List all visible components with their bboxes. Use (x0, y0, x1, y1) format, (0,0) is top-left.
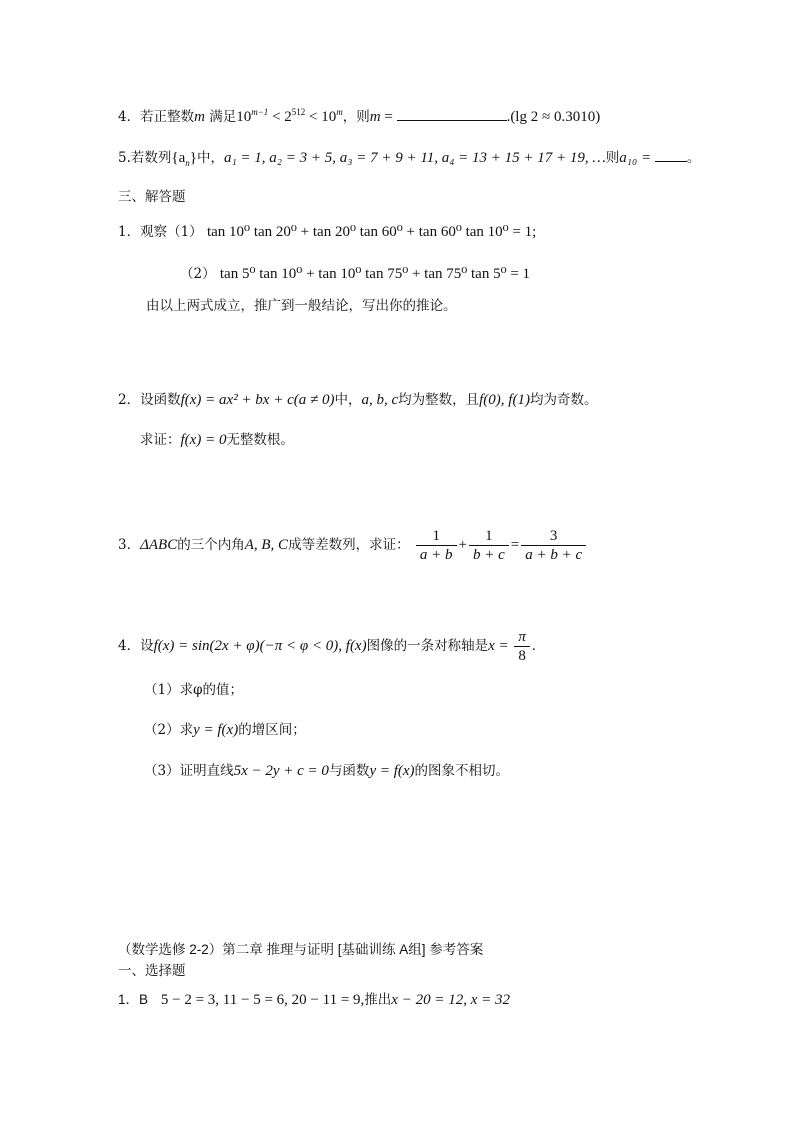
math-operator: . (531, 638, 536, 654)
math-expression: x = (488, 638, 513, 654)
math-expression: f(x) = 0 (180, 432, 227, 448)
fraction: $\frac{3}{a + b + c}$ (521, 527, 586, 564)
problem-text: 成等差数列，求证： (288, 537, 410, 553)
problem-number: 4． (118, 638, 141, 654)
math-expression: tan 10⁰ tan 20⁰ + tan 20⁰ tan 60⁰ + tan 60⁰ tan 10⁰ = 1; (206, 224, 537, 240)
problem-text: （2） (180, 266, 216, 282)
question-text: 若正整数 (140, 109, 195, 125)
question-text: 满足 (204, 109, 237, 125)
problem-text: 设函数 (140, 392, 181, 408)
math-expression: 5x − 2y + c = 0 (233, 763, 329, 779)
math-expression: ΔABC (140, 537, 178, 553)
math-operator: + (458, 537, 467, 553)
problem-text: 均为整数，且 (398, 392, 480, 408)
problem-2-proof (140, 430, 294, 450)
problem-text: 中， (334, 392, 362, 408)
math-expression: = (380, 109, 397, 125)
math-expression: a, b, c (361, 392, 399, 408)
math-expression: y = f(x) (369, 763, 415, 779)
answers-section-title: 一、选择题 (118, 963, 186, 978)
math-expression: a₁₀ = (619, 150, 655, 166)
question-text: ，则 (342, 109, 370, 125)
math-expression: A, B, C (244, 537, 289, 553)
math-expression: $10^{m-1} < 2^{512} < 10^m$ (236, 107, 343, 125)
question-text: 则 (605, 150, 620, 166)
math-expression: .(lg 2 ≈ 0.3010) (506, 109, 601, 125)
fill-question-4 (118, 106, 600, 127)
problem-4-part-3 (144, 761, 509, 781)
problem-text: 观察（1） (140, 224, 203, 240)
math-expression: f(0), f(1) (479, 392, 530, 408)
problem-1-case-2 (180, 264, 530, 284)
math-var: m (369, 109, 381, 125)
fraction: $\frac{1}{b + c}$ (469, 527, 509, 564)
fraction: $\frac{1}{a + b}$ (416, 527, 457, 564)
fraction: $\frac{\pi}{8}$ (514, 628, 530, 665)
math-expression: f(x) = sin(2x + φ)(−π < φ < 0), f(x) (153, 638, 367, 654)
problem-text: 的增区间； (238, 722, 306, 738)
problem-text: （2）求 (144, 722, 194, 738)
problem-text: 设 (140, 638, 154, 654)
problem-text: 图像的一条对称轴是 (366, 638, 489, 654)
question-number: 4． (118, 109, 141, 125)
question-text: 若数列 (130, 150, 172, 166)
problem-number: 1． (118, 224, 141, 240)
math-expression: x − 20 = 12, x = 32 (391, 992, 510, 1008)
answer-blank[interactable] (397, 106, 507, 121)
fill-question-5 (118, 147, 700, 168)
problem-text: 的图象不相切。 (414, 763, 510, 779)
math-expression: tan 5⁰ tan 10⁰ + tan 10⁰ tan 75⁰ + tan 75⁰ tan 5⁰ = 1 (219, 266, 531, 282)
problem-number: 3． (118, 537, 141, 553)
question-number: 5. (118, 150, 131, 166)
answers-header: （数学选修 2-2）第二章 推理与证明 [基础训练 A组] 参考答案 (118, 942, 484, 957)
math-operator: = (510, 537, 520, 553)
problem-number: 2． (118, 392, 141, 408)
problem-text: 均为奇数。 (529, 392, 598, 408)
math-var: m (194, 109, 205, 125)
math-expression: 5 − 2 = 3, 11 − 5 = 6, 20 − 11 = 9, (160, 992, 365, 1008)
problem-1 (118, 222, 536, 242)
problem-text: （3）证明直线 (144, 763, 234, 779)
answer-number: 1．B (118, 992, 149, 1007)
problem-4-part-2 (144, 720, 306, 740)
math-expression: a₁ = 1, a₂ = 3 + 5, a₃ = 7 + 9 + 11, a₄ = 13 + 15 + 17 + 19, … (223, 150, 606, 166)
question-text: 中， (196, 150, 224, 166)
answer-blank[interactable] (655, 147, 687, 162)
math-expression: y = f(x) (193, 722, 239, 738)
answer-1 (118, 990, 510, 1010)
problem-text: 与函数 (328, 763, 370, 779)
math-expression: $\{a_n\}$ (171, 150, 197, 168)
problem-text: 的三个内角 (177, 537, 245, 553)
question-text: 。 (686, 150, 701, 166)
problem-4-part-1: （1）求φ的值； (144, 682, 244, 698)
problem-2 (118, 390, 597, 410)
section-title: 三、解答题 (118, 189, 186, 204)
problem-3 (118, 525, 588, 565)
answer-text: 推出 (364, 992, 392, 1008)
problem-text: 求证： (140, 432, 181, 448)
problem-text: 无整数根。 (226, 432, 294, 448)
math-expression: f(x) = ax² + bx + c(a ≠ 0) (180, 392, 335, 408)
problem-4 (118, 626, 536, 666)
problem-1-instruction: 由以上两式成立，推广到一般结论，写出你的推论。 (146, 298, 457, 314)
